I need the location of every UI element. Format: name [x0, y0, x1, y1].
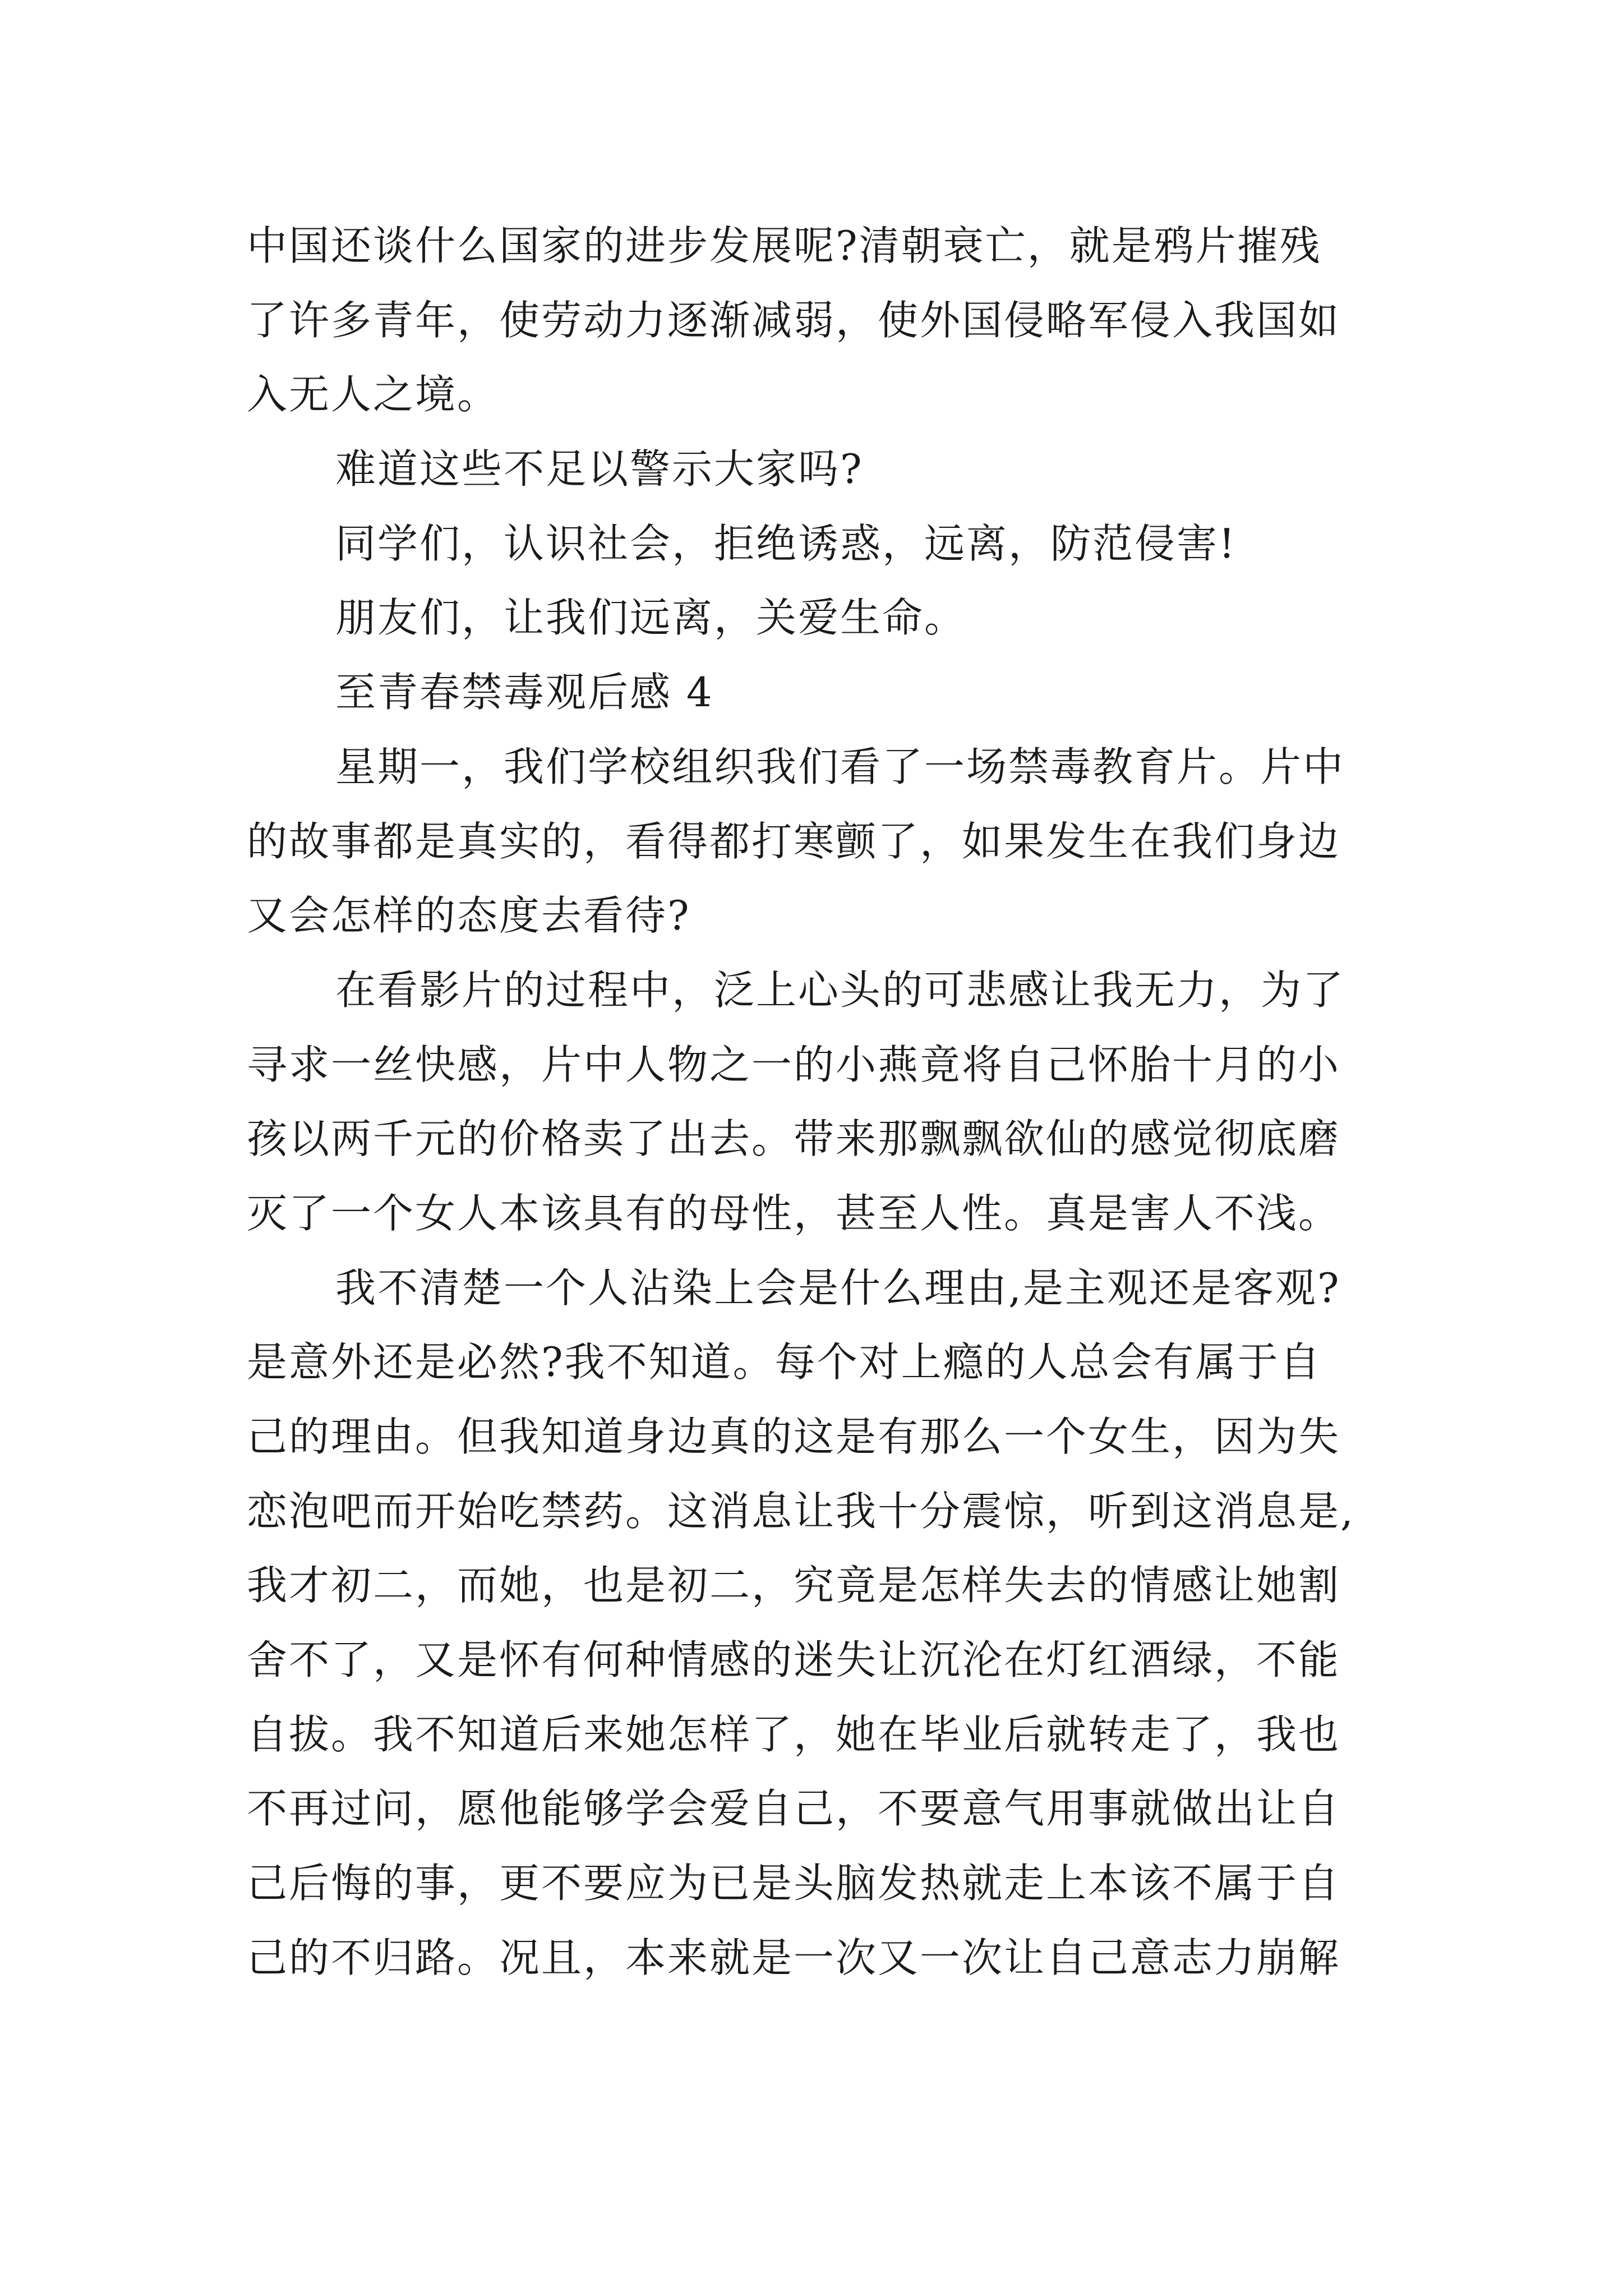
text-line: 自拔。我不知道后来她怎样了，她在毕业后就转走了，我也	[247, 1710, 1341, 1758]
text-line: 舍不了，又是怀有何种情感的迷失让沉沦在灯红酒绿，不能	[247, 1636, 1341, 1684]
text-line: 同学们，认识社会，拒绝诱惑，远离，防范侵害!	[335, 519, 1237, 567]
section-heading: 至青春禁毒观后感 4	[335, 669, 714, 716]
text-line: 不再过问，愿他能够学会爱自己，不要意气用事就做出让自	[247, 1785, 1341, 1833]
text-line: 孩以两千元的价格卖了出去。带来那飘飘欲仙的感觉彻底磨	[247, 1115, 1341, 1163]
text-line: 又会怎样的态度去看待?	[247, 892, 691, 940]
text-line: 的故事都是真实的，看得都打寒颤了，如果发生在我们身边	[247, 817, 1341, 865]
text-line: 己的理由。但我知道身边真的这是有那么一个女生，因为失	[247, 1413, 1341, 1460]
text-line: 灭了一个女人本该具有的母性，甚至人性。真是害人不浅。	[247, 1189, 1341, 1237]
text-line: 我不清楚一个人沾染上会是什么理由,是主观还是客观?	[335, 1264, 1341, 1312]
text-line: 恋泡吧而开始吃禁药。这消息让我十分震惊，听到这消息是,	[247, 1487, 1355, 1535]
text-line: 朋友们，让我们远离，关爱生命。	[335, 594, 967, 642]
text-line: 难道这些不足以警示大家吗?	[335, 445, 864, 493]
text-line: 入无人之境。	[247, 371, 500, 418]
body-text	[247, 209, 1380, 1995]
text-line: 寻求一丝快感，片中人物之一的小燕竟将自己怀胎十月的小	[247, 1041, 1341, 1088]
text-line: 了许多青年，使劳动力逐渐减弱，使外国侵略军侵入我国如	[247, 296, 1341, 344]
text-line: 中国还谈什么国家的进步发展呢?清朝衰亡，就是鸦片摧残	[247, 222, 1322, 269]
text-line: 己的不归路。况且，本来就是一次又一次让自己意志力崩解	[247, 1934, 1341, 1981]
text-line: 星期一，我们学校组织我们看了一场禁毒教育片。片中	[335, 743, 1345, 790]
text-line: 我才初二，而她，也是初二，究竟是怎样失去的情感让她割	[247, 1562, 1341, 1609]
text-line: 是意外还是必然?我不知道。每个对上瘾的人总会有属于自	[247, 1338, 1322, 1386]
text-line: 在看影片的过程中，泛上心头的可悲感让我无力，为了	[335, 966, 1345, 1014]
text-line: 己后悔的事，更不要应为已是头脑发热就走上本该不属于自	[247, 1860, 1341, 1907]
